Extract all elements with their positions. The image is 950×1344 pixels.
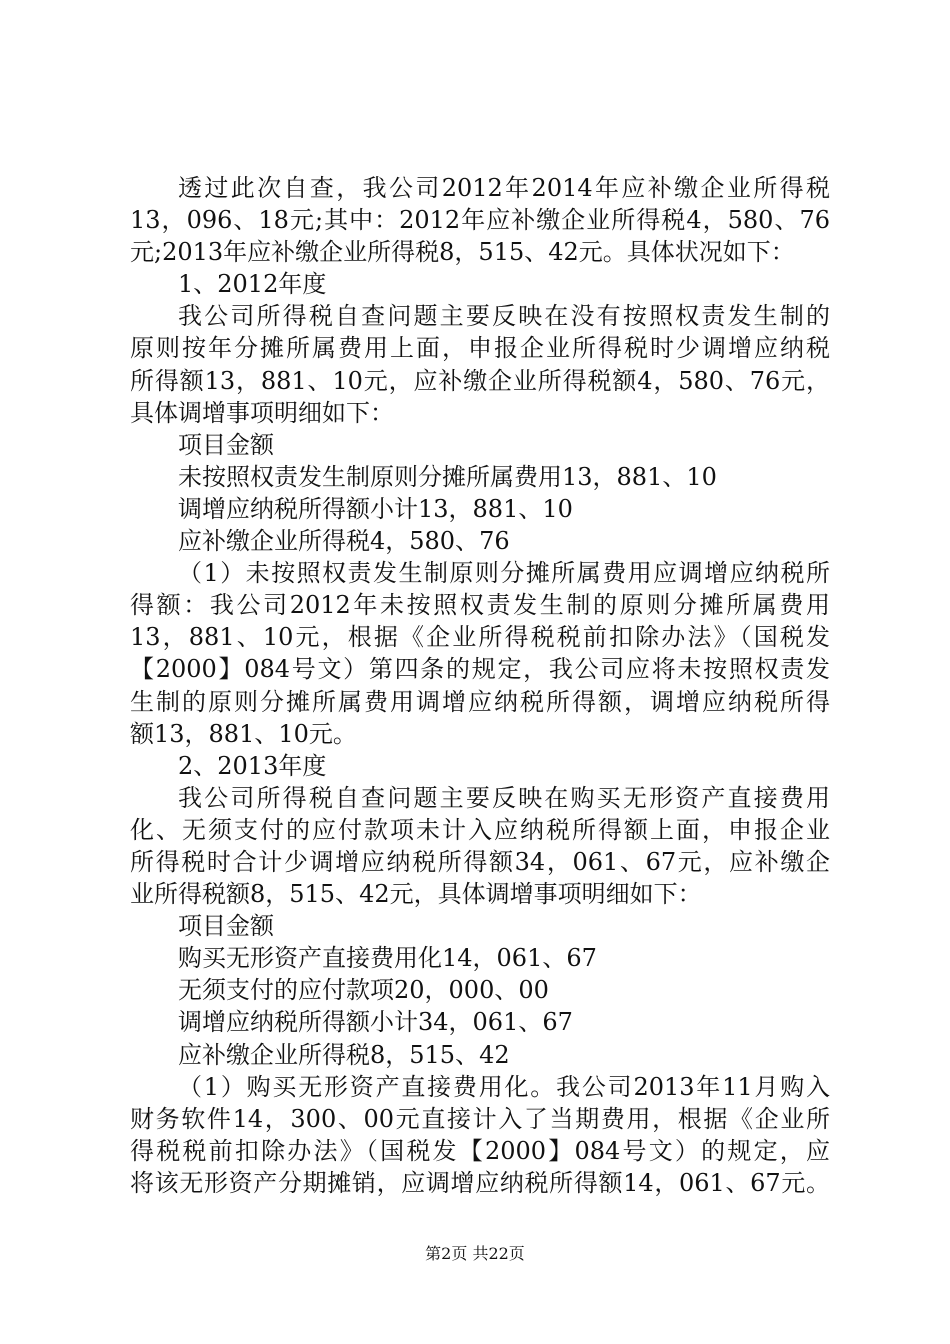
detail-item: 应补缴企业所得税4，580、76: [178, 527, 510, 556]
paragraph-line: （1）未按照权责发生制原则分摊所属费用应调增应纳税所: [178, 559, 830, 588]
paragraph-line: 所得税时合计少调增应纳税所得额34，061、67元，应补缴企: [130, 847, 830, 876]
detail-item: 未按照权责发生制原则分摊所属费用13，881、10: [178, 462, 717, 491]
detail-item: 调增应纳税所得额小计13，881、10: [178, 494, 573, 523]
detail-item: 调增应纳税所得额小计34，061、67: [178, 1008, 573, 1037]
paragraph-line: 将该无形资产分期摊销，应调增应纳税所得额14，061、67元。: [130, 1168, 830, 1197]
paragraph-line: 具体调增事项明细如下：: [130, 398, 394, 427]
page-number-footer: 第2页 共22页: [425, 1244, 525, 1263]
detail-header: 项目金额: [178, 430, 274, 459]
paragraph-line: 13，096、18元;其中：2012年应补缴企业所得税4，580、76: [130, 206, 830, 235]
detail-item: 应补缴企业所得税8，515、42: [178, 1040, 510, 1069]
paragraph-line: 业所得税额8，515、42元，具体调增事项明细如下：: [130, 880, 702, 909]
paragraph-line: 元;2013年应补缴企业所得税8，515、42元。具体状况如下：: [130, 238, 795, 267]
paragraph-line: 财务软件14，300、00元直接计入了当期费用，根据《企业所: [130, 1104, 830, 1133]
detail-item: 无须支付的应付款项20，000、00: [178, 976, 549, 1005]
paragraph-line: 化、无须支付的应付款项未计入应纳税所得额上面，申报企业: [130, 815, 830, 844]
paragraph-line: （1）购买无形资产直接费用化。我公司2013年11月购入: [178, 1072, 830, 1101]
paragraph-line: 透过此次自查，我公司2012年2014年应补缴企业所得税: [178, 174, 830, 202]
paragraph-line: 13，881、10元，根据《企业所得税税前扣除办法》（国税发: [130, 623, 830, 652]
section-heading: 2、2013年度: [178, 751, 327, 780]
paragraph-line: 原则按年分摊所属费用上面，申报企业所得税时少调增应纳税: [130, 334, 830, 363]
paragraph-line: 我公司所得税自查问题主要反映在购买无形资产直接费用: [178, 783, 830, 812]
paragraph-line: 所得额13，881、10元，应补缴企业所得税额4，580、76元，: [130, 366, 830, 395]
paragraph-line: 我公司所得税自查问题主要反映在没有按照权责发生制的: [178, 302, 830, 331]
paragraph-line: 额13，881、10元。: [130, 719, 357, 748]
document-body: [130, 172, 830, 1199]
detail-header: 项目金额: [178, 912, 274, 941]
section-heading: 1、2012年度: [178, 270, 327, 299]
detail-item: 购买无形资产直接费用化14，061、67: [178, 944, 597, 973]
paragraph-line: 得税税前扣除办法》（国税发【2000】084号文）的规定，应: [130, 1136, 830, 1165]
paragraph-line: 生制的原则分摊所属费用调增应纳税所得额，调增应纳税所得: [130, 687, 830, 716]
paragraph-line: 得额：我公司2012年未按照权责发生制的原则分摊所属费用: [130, 591, 830, 620]
paragraph-line: 【2000】084号文）第四条的规定，我公司应将未按照权责发: [130, 655, 830, 684]
